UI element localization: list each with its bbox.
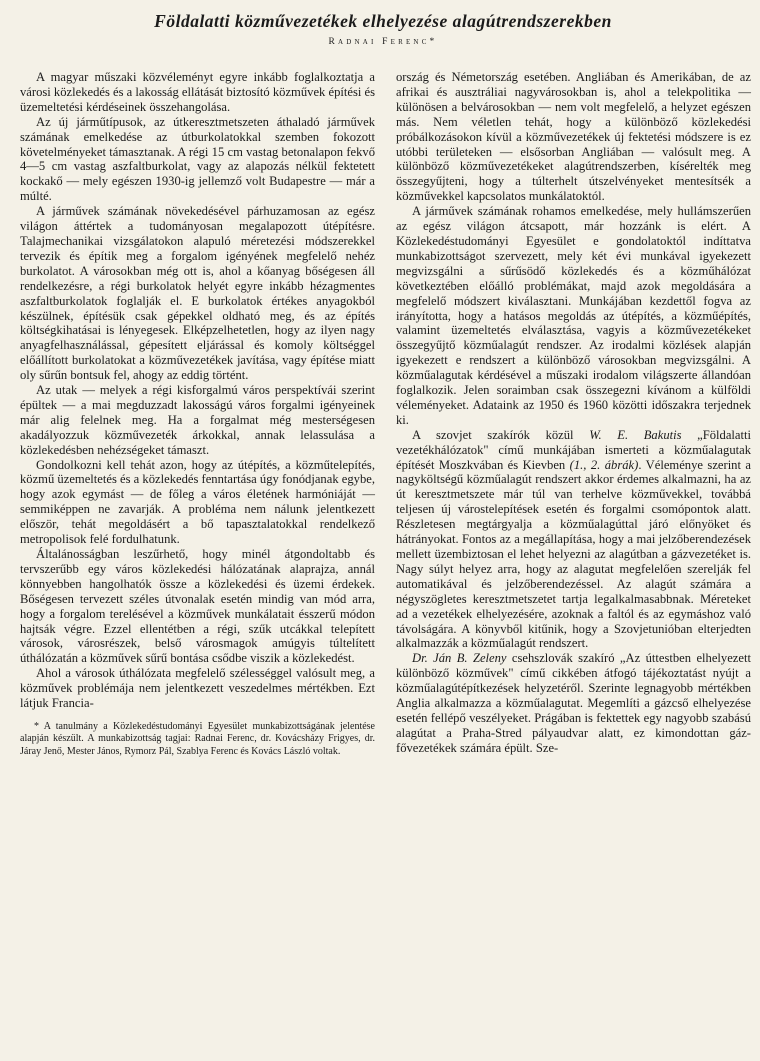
text-run: csehszlovák szakíró „Az úttestben elhelyezett különböző közművek" című cikkében átfogó tájékoztatást nyújt a közműalagútépítkezések helyzetéről. Szerinte legnagyobb mértékben Anglia alkalmazza a közműalagutat. Megemlíti a gázcső elhelyezése esetén fellépő veszélyeket. Prágában is fektettek egy nagyobb szabású alagútat a Praha-Stred pályaudvar alatt, ez kimondottan gáz-fővezetékek számára épült. Sze- [396,651,751,755]
paragraph: A magyar műszaki közvéleményt egyre inkább foglalkoztatja a városi közlekedés és a lakosság ellátását biztosító közművek építési és üzemeltetési kérdéseinek összehangolása. [20,70,375,114]
figure-reference: (1., 2. ábrák) [569,457,639,472]
paragraph: A járművek számának növekedésével párhuzamosan az egész világon áttértek a tudományosan megalapozott útépítésre. Talajmechanikai vizsgálatokon alapuló méretezési módszerekkel tervezik és építik meg a forgalom igényének megfelelő nehéz burkolatot. A városokban még ott is, ahol a kőanyag bőségesen áll rendelkezésre, a régi burkolatok helyét egyre inkább hézagmentes aszfaltburkolatok foglalják el. E burkolatok értékes anyagokból készülnek, építésük csak gépekkel oldható meg, és az építés költségkihatásai is lényegesek. Elképzelhetetlen, hogy az ilyen nagy anyagfelhasználással, gépesített eljárással és komoly költséggel előállított burkolatokat a közművezetékek javítása, vagy építése miatt oly sűrűn bontsuk fel, ahogy az eddig történt. [20,204,375,383]
article-author: Radnai Ferenc* [328,37,438,47]
paragraph: A járművek számának rohamos emelkedése, mely hullámszerűen az egész világon átcsapott, már hozzánk is elért. A Közlekedéstudományi Egyesület e gondolatoktól indíttatva munkabizottságot szervezett, mely két évi munkával igyekezett megvizsgálni a sűrűsödő közlekedés és a közműhálózat következtében előálló problémákat, majd azok megoldására a megfelelő módszert kiválasztani. Munkájában kezdettől fogva az irányította, hogy a hatásos megoldás az útépítés, a közműépítés, valamint üzemeltetés elválasztása, vagyis a közművezetékeket összegyűjtő közműalagút rendszer. Az irodalmi közlések alapján igyekezett e rendszert a különböző városokban megvizsgálni. A közműalagutak kérdésével a műszaki irodalom világszerte állandóan foglalkozik. Jelen soraimban csak összegezni kívánom a külföldi véleményeket. Adataink az 1950 és 1960 közötti időszakra terjednek ki. [396,204,751,427]
paragraph: Ahol a városok úthálózata megfelelő szélességgel valósult meg, a közművek problémája nem jelentkezett veszedelmes mértékben. Ezt látjuk Francia- [20,666,375,711]
text-run: A szovjet szakírók közül [412,427,590,442]
article-title: Földalatti közművezetékek elhelyezése alagútrendszerekben [154,11,612,31]
paragraph: Általánosságban leszűrhető, hogy minél átgondoltabb és tervszerűbb egy város közlekedési hálózatának alaprajza, annál könnyebben hangolhatók össze a közlekedési és üzemi érdekek. Bőségesen tervezett széles útvonalak esetén mindig van mód arra, hogy a forgalom terelésével a közművek munkálatait ésszerű módon hajtsák végre. Ezzel ellentétben a régi, szűk utcákkal telepített városok, városrészek, belső városmagok amúgyis túltelített úthálózatán a közművek sűrű bontása csődbe viszik a közlekedést. [20,547,375,666]
right-column [396,70,751,756]
author-name: Dr. Ján B. Zeleny [412,651,507,666]
paragraph: Az utak — melyek a régi kisforgalmú város perspektívái szerint épültek — a mai megduzzadt lakosságú város forgalmi igényeinek már alig felelnek meg. Ha a forgalmat még mesterségesen akadályozzuk közművezeték árkokkal, annak lelassulása a közlekedésben nehézségeket támaszt. [20,383,375,457]
author-name: W. E. Bakutis [589,427,682,442]
left-column [20,70,375,758]
text-run: . Véleménye szerint a nagyköltségű közműalagút rendszert akkor érdemes alkalmazni, ha az út keresztmetszete már túl van terhelve közművekkel, továbbá teljesen új várostelepítések esetén és forgalmi csomópontok alatt. Részletesen megtárgyalja a közműalagúttal járó előnyöket és hátrányokat. Fontos az a megállapítása, hogy a mai jelzőberendezések mellett üzembiztosan el lehet helyezni az alagútban a gázvezetéket is. Nagy súlyt helyez arra, hogy az alagutat megfelelően szerelják fel automatikával és jelzőberendezéssel. Az alagút számára a négyszögletes keresztmetszetet tartja legalkalmasabbnak. Méreteket ad a vezetékek elhelyezésére, azoknak a faltól és az egymáshoz való távolságára. A könyvből kitűnik, hogy a Szovjetunióban elterjedten alkalmazzák a közműalagút rendszert. [396,457,751,651]
paragraph: ország és Németország esetében. Angliában és Amerikában, de az afrikai és ausztráliai nagyvárosokban is, ahol a telekpolitika — különösen a belvárosokban — nem volt megfelelő, a helyzet egészen más. Nem véletlen tehát, hogy a különböző közlekedési próbálkozásokon kívül a közművezetékek új fektetési módszere is ez utóbbi területeken — elsősorban Angliában — valósult meg. A különböző közművezetékeket alagútrendszerben, kísérelték meg összegyűjteni, hogy a túlterhelt útszelvényeket mentesítsék a közművekkel kapcsolatos munkálatoktól. [396,70,751,204]
paragraph: Az új járműtípusok, az útkeresztmetszeten áthaladó járművek számának emelkedése az útburkolatokkal szemben fokozott követelményeket támasztanak. A régi 15 cm vastag betonalapon fekvő 4—5 cm vastag aszfaltburkolat, vagy az alapozás nélkül fektetett kockakő — mely egészen 1930-ig jellemző volt Budapestre — már a múlté. [20,114,375,204]
footnote: * A tanulmány a Közlekedéstudományi Egyesület munkabizottságának jelentése alapján készült. A munkabizottság tagjai: Radnai Ferenc, dr. Kovácsházy Frigyes, dr. Járay Jenő, Mester János, Rymorz Pál, Szablya Ferenc és Kovács László voltak. [20,720,375,757]
paragraph-zeleny [396,651,751,755]
paragraph: Gondolkozni kell tehát azon, hogy az útépítés, a közműtelepítés, közmű üzemeltetés és a közlekedés fenntartása úgy fonódjanak egybe, hogy azok egymást — de főleg a város életének harmóniáját — semmiképpen ne zavarják. A probléma nem nálunk jelentkezett először, tehát megoldásért a bő tapasztalatokkal rendelkező metropolisok felé fordulhatunk. [20,457,375,547]
paragraph-bakutis [396,428,751,652]
text-run: „Földalatti vezetékhálózatok" című munkájában ismerteti a közműalagutak építését Moszkvában és Kievben [396,427,752,472]
